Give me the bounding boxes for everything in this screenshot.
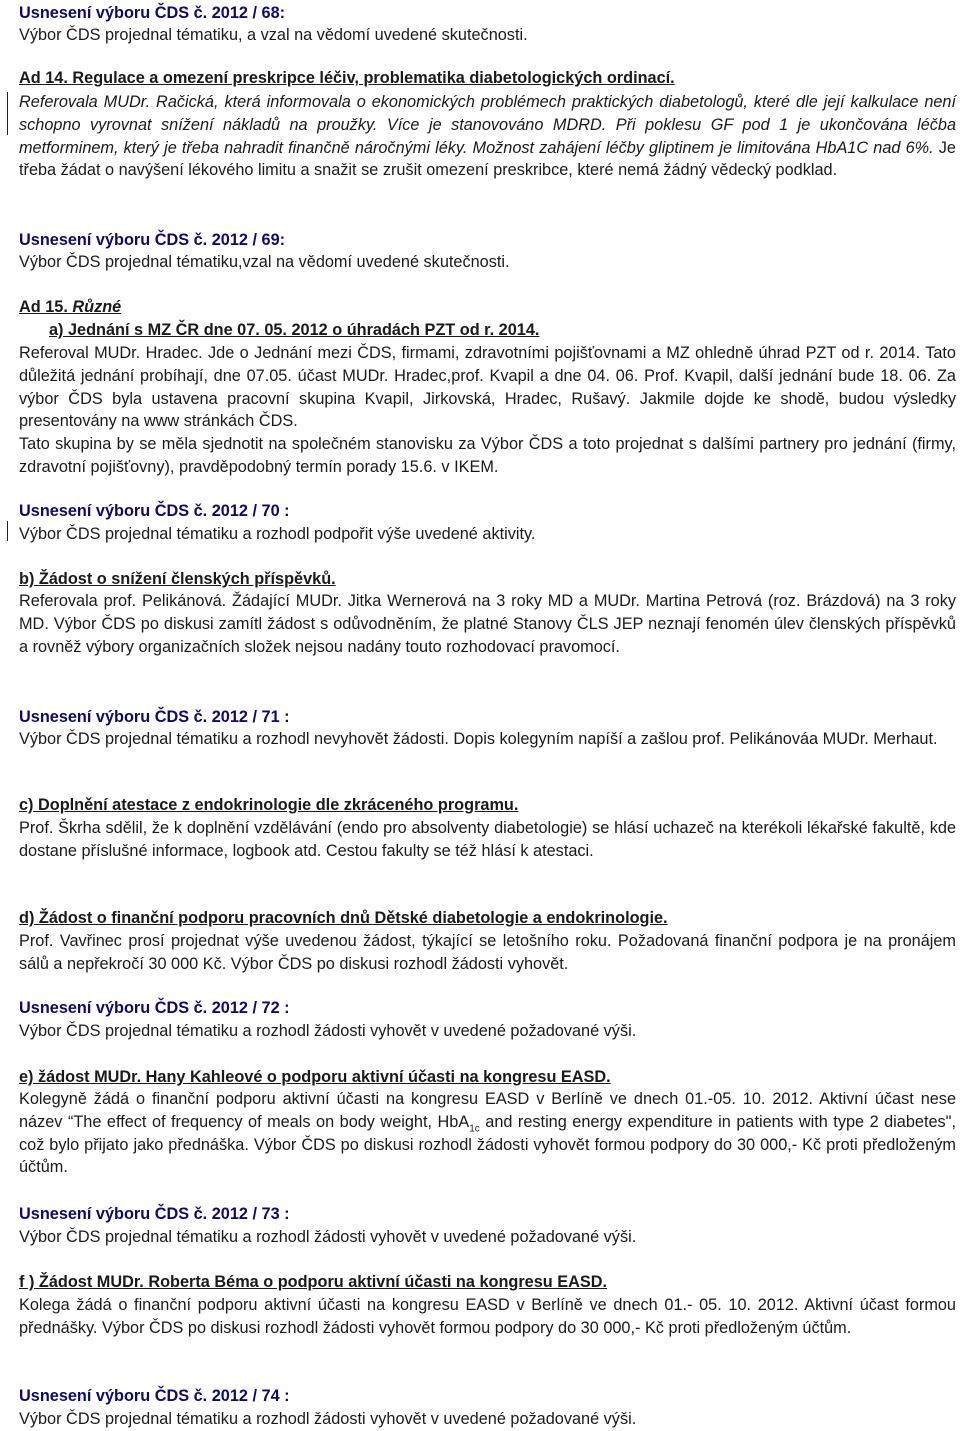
item-e-text-a: Kolegyně žádá o finanční podporu aktivní účasti na kongresu EASD v Berlíně ve dnech 01.-05. 10. 2012. Aktivní účast nese název “The effect of frequency of meals on body weight, HbA	[19, 1090, 956, 1131]
item-e-text	[19, 1088, 956, 1179]
resolution-68-heading: Usnesení výboru ČDS č. 2012 / 68:	[19, 4, 286, 22]
agenda-15-heading	[19, 296, 956, 319]
agenda-14-text-5: Je třeba žádat o navýšení lékového limitu a snažit se zrušit omezení preskribce, které nemá žádný vědecký podklad.	[19, 138, 956, 180]
resolution-70-text-a: Výbor ČDS projednal tématiku	[19, 525, 243, 543]
resolution-74-heading: Usnesení výboru ČDS č. 2012 / 74 :	[19, 1387, 290, 1405]
resolution-69-heading: Usnesení výboru ČDS č. 2012 / 69:	[19, 231, 286, 249]
item-d-heading: d) Žádost o finanční podporu pracovních dnů Dětské diabetologie a endokrinologie.	[19, 909, 668, 927]
resolution-70-text	[19, 523, 956, 546]
resolution-71-text: Výbor ČDS projednal tématiku a rozhodl nevyhovět žádosti. Dopis kolegyním napíší a zašlou prof. Pelikánováa MUDr. Merhaut.	[19, 730, 938, 748]
item-a-text-1: Referoval MUDr. Hradec. Jde o Jednání mezi ČDS, firmami, zdravotními pojišťovnami a MZ ohledně úhrad PZT od r. 2014. Tato důležitá jednání probíhají, dne 07.05. účast MUDr. Hradec,prof. Kvapil a dne 04. 06. Prof. Kvapil, další jednání bude 18. 06. Za výbor ČDS byla ustavena pracovní skupina Kvapil, Jirkovská, Hradec, Rušavý. Jakmile dojde ke shodě, budou výsledky presentovány na www stránkách ČDS.	[19, 344, 956, 431]
resolution-69-text: Výbor ČDS projednal tématiku,vzal na vědomí uvedené skutečnosti.	[19, 253, 510, 271]
resolution-74-text: Výbor ČDS projednal tématiku a rozhodl žádosti vyhovět v uvedené požadované výši.	[19, 1410, 637, 1428]
item-e-heading: e) žádost MUDr. Hany Kahleové o podporu aktivní účasti na kongresu EASD.	[19, 1068, 611, 1086]
agenda-14-text-4: Při poklesu GF pod 1 je ukončována léčba metforminem, který je třeba nahradit finančně náročnými léky. Možnost zahájení léčby gliptinem je limitována HbA1C nad 6%.	[19, 115, 956, 157]
revision-bar	[7, 92, 8, 135]
item-c-text: Prof. Škrha sdělil, že k doplnění vzdělávání (endo pro absolventy diabetologie) se hlásí uchazeč na kterékoli lékařské fakultě, kde dostane příslušné informace, logbook atd. Cestou fakulty se též hlásí k atestaci.	[19, 819, 956, 860]
resolution-71-heading: Usnesení výboru ČDS č. 2012 / 71 :	[19, 708, 290, 726]
item-b-heading: b) Žádost o snížení členských příspěvků.	[19, 570, 336, 588]
resolution-73-text: Výbor ČDS projednal tématiku a rozhodl žádosti vyhovět v uvedené požadované výši.	[19, 1228, 637, 1246]
resolution-70-heading: Usnesení výboru ČDS č. 2012 / 70 :	[19, 502, 290, 520]
agenda-15-label: Ad 15.	[19, 298, 73, 316]
resolution-72-heading: Usnesení výboru ČDS č. 2012 / 72 :	[19, 999, 290, 1017]
agenda-15-title: Různé	[72, 298, 122, 316]
item-e-text-b: and resting energy expenditure in patients with type 2 diabetes", což bylo přijato jako přednáška. Výbor ČDS po diskusi rozhodl žádosti vyhovět formou podpory do 30 000,- Kč proti předloženým účtům.	[19, 1112, 956, 1177]
resolution-73-heading: Usnesení výboru ČDS č. 2012 / 73 :	[19, 1205, 290, 1223]
item-e-subscript: 1c	[469, 1123, 480, 1135]
agenda-14-text-1: Referovala MUDr. Račická, která informovala o	[19, 93, 366, 111]
item-f-text: Kolega žádá o finanční podporu aktivní účasti na kongresu EASD v Berlíně ve dnech 01.- 05. 10. 2012. Aktivní účast formou přednášky. Výbor ČDS po diskusi rozhodl žádosti vyhovět formou podpory do 30 000,- Kč proti předloženým účtům.	[19, 1296, 956, 1337]
item-a-text-2: Tato skupina by se měla sjednotit na společném stanovisku za Výbor ČDS a toto projednat s dalšími partnery pro jednání (firmy, zdravotní pojišťovny), pravděpodobný termín porady 15.6. v IKEM.	[19, 435, 956, 476]
agenda-14-text-3: Více je stanovováno MDRD.	[377, 115, 607, 134]
agenda-14-paragraph	[19, 91, 956, 182]
item-b-text: Referovala prof. Pelikánová. Žádající MUDr. Jitka Wernerová na 3 roky MD a MUDr. Martina Petrová (roz. Brázdová) na 3 roky MD. Výbor ČDS po diskusi zamítl žádost s odůvodněním, že platné Stanovy ČLS JEP neznají fenomén úlev členských příspěvků a rovněž výbory organizačních složek nejsou nadány touto rozhodovací pravomocí.	[19, 592, 956, 656]
agenda-14-text-2: ekonomických problémech praktických diabetologů, které dle její kalkulace není schopno vyrovnat snížení nákladů na proužky.	[19, 93, 957, 134]
item-f-heading: f ) Žádost MUDr. Roberta Béma o podporu aktivní účasti na kongresu EASD.	[19, 1273, 608, 1291]
agenda-14-heading: Ad 14. Regulace a omezení preskripce léčiv, problematika diabetologických ordinací.	[19, 69, 675, 87]
resolution-72-text: Výbor ČDS projednal tématiku a rozhodl žádosti vyhovět v uvedené požadované výši.	[19, 1022, 637, 1040]
resolution-70-text-b: a rozhodl podpořit výše uvedené aktivity.	[242, 525, 536, 543]
revision-bar	[7, 521, 8, 541]
resolution-68-text: Výbor ČDS projednal tématiku, a vzal na vědomí uvedené skutečnosti.	[19, 26, 528, 44]
item-c-heading: c) Doplnění atestace z endokrinologie dle zkráceného programu.	[19, 796, 519, 814]
item-a-heading: a) Jednání s MZ ČR dne 07. 05. 2012 o úhradách PZT od r. 2014.	[49, 321, 540, 339]
item-d-text: Prof. Vavřinec prosí projednat výše uvedenou žádost, týkající se letošního roku. Požadovaná finanční podpora je na pronájem sálů a nepřekročí 30 000 Kč. Výbor ČDS po diskusi rozhodl žádosti vyhovět.	[19, 932, 956, 973]
